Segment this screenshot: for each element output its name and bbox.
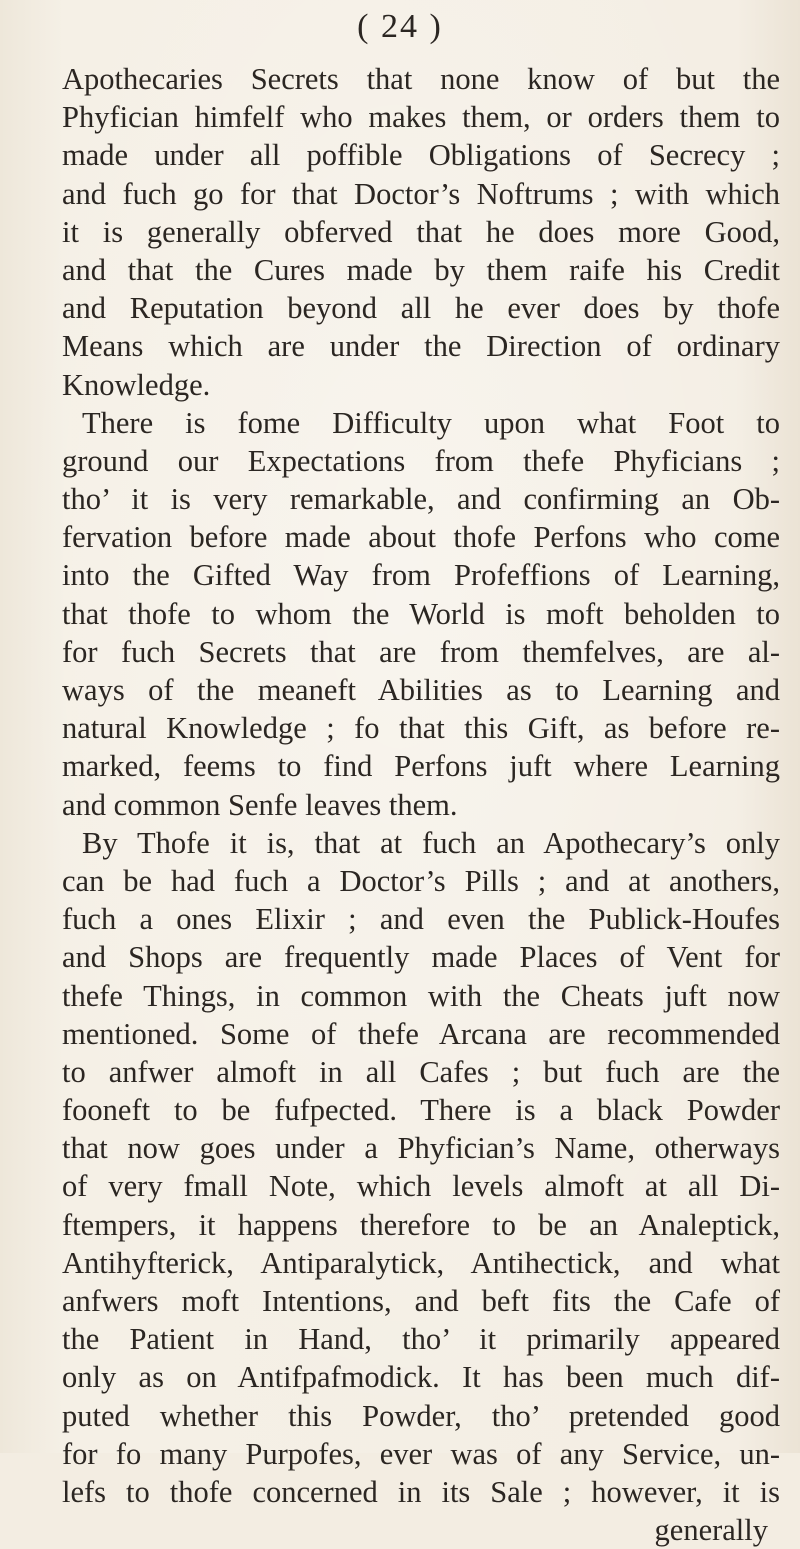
catchword xyxy=(62,1511,780,1549)
body-text xyxy=(62,60,780,1549)
text-line: lefs to thofe concerned in its Sale ; however, it is xyxy=(62,1474,780,1509)
text-line: anfwers moft Intentions, and beft fits the Cafe of xyxy=(62,1284,780,1318)
page-number: ( 24 ) xyxy=(357,8,443,45)
text-line: ground our Expectations from thefe Phyficians ; xyxy=(62,443,780,478)
text-line: only as on Antifpafmodick. It has been much dif- xyxy=(62,1360,780,1395)
text-line: it is generally obferved that he does more Good, xyxy=(62,214,780,249)
paragraph-end-line: and common Senfe leaves them. xyxy=(62,787,458,822)
text-line: marked, feems to find Perfons juft where Learning xyxy=(62,749,780,784)
catchword-text: generally xyxy=(654,1513,768,1548)
text-line: fooneft to be fufpected. There is a black Powder xyxy=(62,1093,780,1128)
text-line: and Shops are frequently made Places of Vent for xyxy=(62,940,780,975)
text-line: to anfwer almoft in all Cafes ; but fuch are the xyxy=(62,1054,780,1089)
text-line: fervation before made about thofe Perfons who come xyxy=(62,520,780,555)
text-line: puted whether this Powder, tho’ pretended good xyxy=(62,1398,780,1433)
text-line: and fuch go for that Doctor’s Noftrums ; with which xyxy=(62,176,780,211)
text-line: for fuch Secrets that are from themfelves, are al- xyxy=(62,634,780,669)
text-line: and that the Cures made by them raife his Credit xyxy=(62,252,780,287)
text-line: thefe Things, in common with the Cheats juft now xyxy=(62,978,780,1013)
text-line: into the Gifted Way from Profeffions of Learning, xyxy=(62,558,780,593)
text-line: ways of the meaneft Abilities as to Learning and xyxy=(62,673,780,707)
text-line: ftempers, it happens therefore to be an Analeptick, xyxy=(62,1207,780,1242)
text-line: of very fmall Note, which levels almoft at all Di- xyxy=(62,1169,780,1204)
text-line: Phyfician himfelf who makes them, or orders them to xyxy=(62,100,780,135)
text-line: that now goes under a Phyfician’s Name, otherways xyxy=(62,1131,780,1166)
text-line: tho’ it is very remarkable, and confirming an Ob- xyxy=(62,482,780,517)
text-line: the Patient in Hand, tho’ it primarily appeared xyxy=(62,1322,780,1357)
paragraph-end-line: Knowledge. xyxy=(62,367,211,402)
text-line: fuch a ones Elixir ; and even the Publick-Houfes xyxy=(62,902,780,937)
text-line: Apothecaries Secrets that none know of but the xyxy=(62,62,780,96)
text-line: and Reputation beyond all he ever does by thofe xyxy=(62,291,780,326)
text-line: can be had fuch a Doctor’s Pills ; and at anothers, xyxy=(62,863,780,898)
text-line: made under all poffible Obligations of Secrecy ; xyxy=(62,138,780,173)
paragraph-start-line: By Thofe it is, that at fuch an Apothecary’s only xyxy=(82,825,780,860)
paragraph-start-line: There is fome Difficulty upon what Foot to xyxy=(82,405,780,440)
text-line: Means which are under the Direction of ordinary xyxy=(62,329,780,364)
text-line: for fo many Purpofes, ever was of any Service, un- xyxy=(62,1436,780,1471)
text-line: natural Knowledge ; fo that this Gift, as before re- xyxy=(62,711,780,746)
text-line: mentioned. Some of thefe Arcana are recommended xyxy=(62,1016,780,1051)
text-line: that thofe to whom the World is moft beholden to xyxy=(62,596,780,631)
text-line: Antihyfterick, Antiparalytick, Antihectick, and what xyxy=(62,1245,780,1280)
